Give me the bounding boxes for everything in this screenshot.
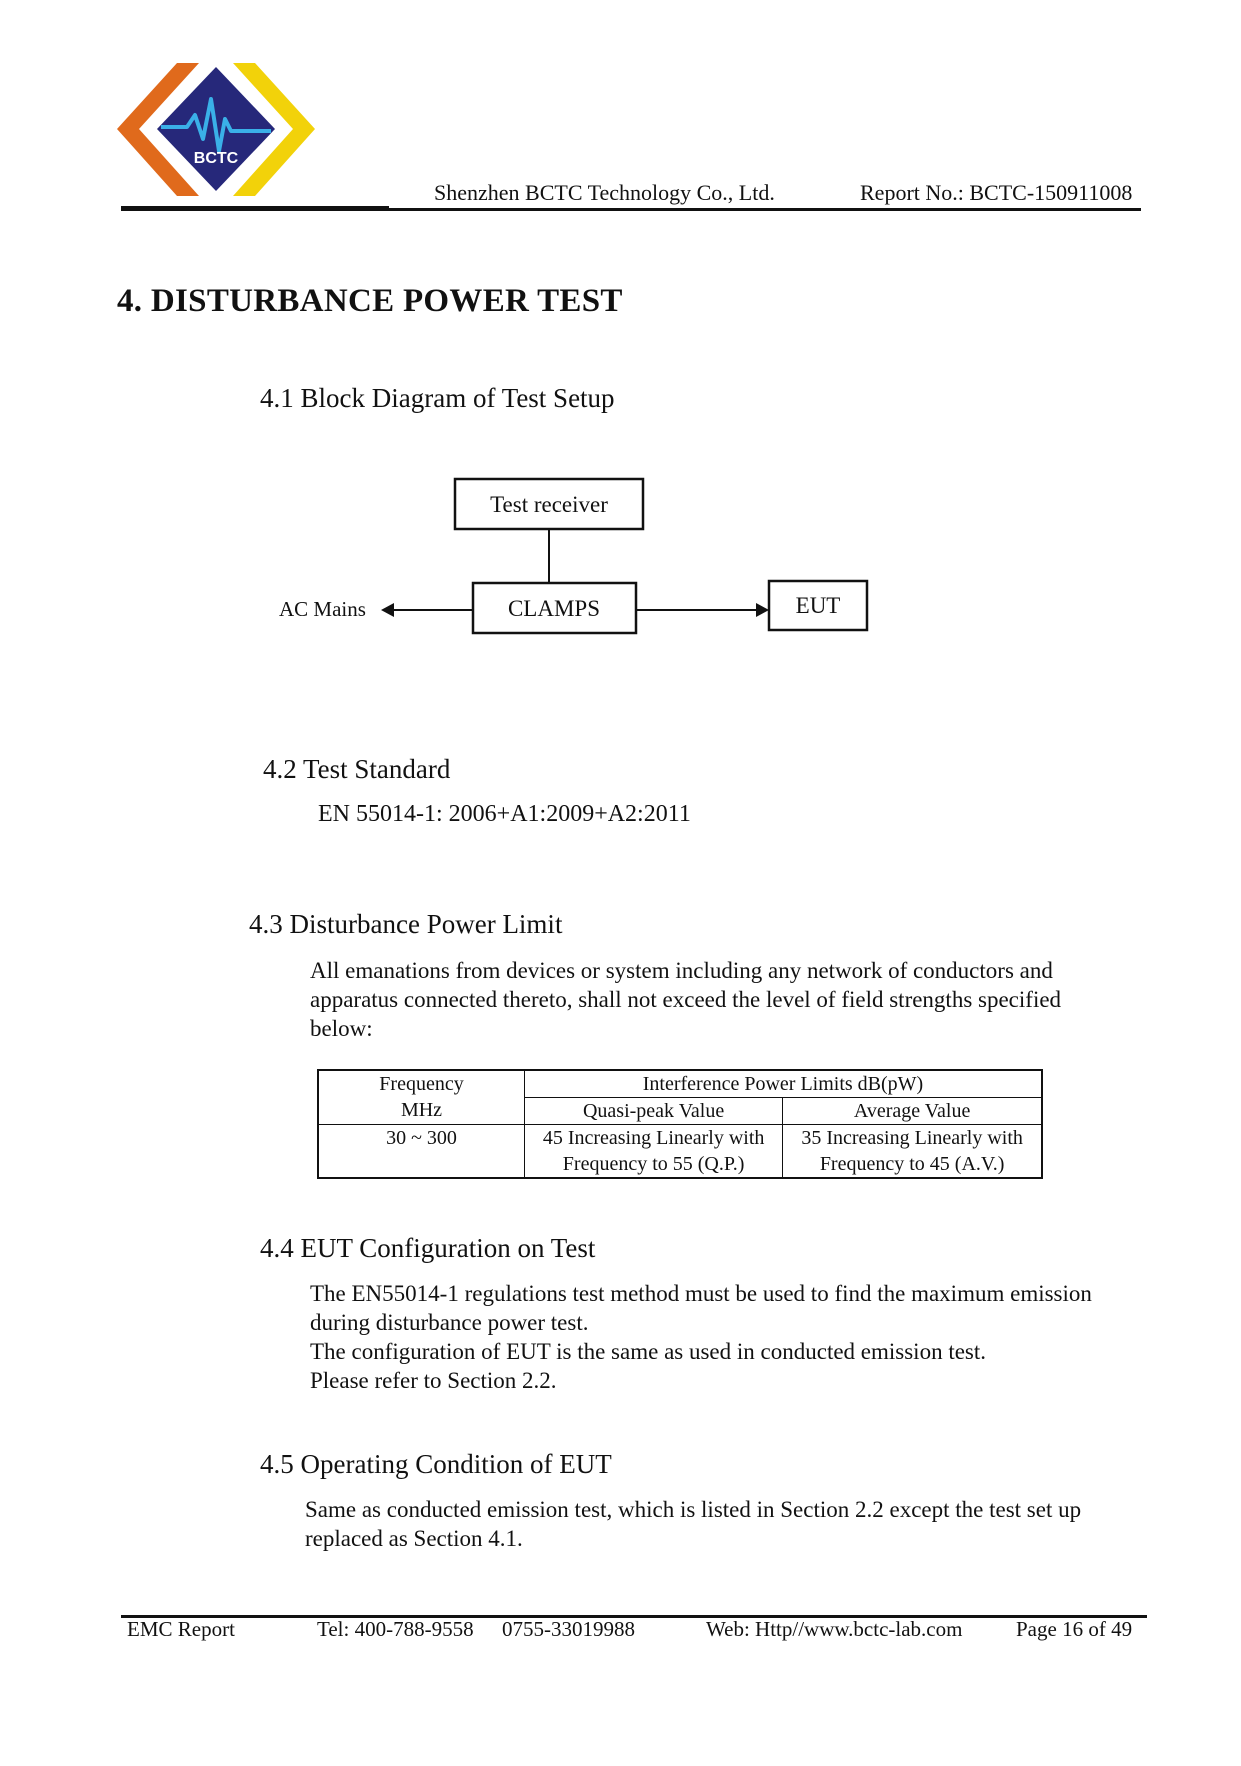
text-line: apparatus connected thereto, shall not exceed the level of field strengths specified [310, 987, 1062, 1012]
page-title: 4. DISTURBANCE POWER TEST [117, 283, 623, 319]
test-receiver-box [455, 479, 643, 529]
frequency-cell: 30 ~ 300 [318, 1125, 524, 1179]
section-4-4-text [310, 1279, 1092, 1395]
arrow-to-eut-icon [756, 603, 769, 617]
report-number: Report No.: BCTC-150911008 [860, 180, 1133, 205]
frequency-unit: MHz [400, 1099, 443, 1121]
text-line: Same as conducted emission test, which is listed in Section 2.2 except the test set up [305, 1497, 1082, 1522]
ac-mains-label: AC Mains [279, 597, 366, 621]
frequency-header: Frequency [379, 1073, 464, 1095]
quasi-peak-header: Quasi-peak Value [524, 1098, 782, 1125]
section-4-5-text [305, 1495, 1081, 1553]
frequency-header-cell [318, 1070, 524, 1125]
text-line: Please refer to Section 2.2. [310, 1368, 557, 1393]
limits-group-header: Interference Power Limits dB(pW) [524, 1070, 1042, 1098]
limits-table [317, 1069, 1043, 1179]
quasi-peak-line: 45 Increasing Linearly with [542, 1127, 765, 1149]
header-rule [121, 208, 1141, 211]
test-standard: EN 55014-1: 2006+A1:2009+A2:2011 [318, 801, 691, 827]
arrow-to-ac-mains-icon [381, 603, 394, 617]
quasi-peak-line: Frequency to 55 (Q.P.) [562, 1153, 745, 1175]
average-cell [783, 1125, 1042, 1179]
company-name: Shenzhen BCTC Technology Co., Ltd. [434, 180, 775, 205]
average-line: Frequency to 45 (A.V.) [819, 1153, 1005, 1175]
section-4-2-heading: 4.2 Test Standard [263, 754, 451, 784]
text-line: below: [310, 1016, 373, 1041]
eut-label: EUT [795, 593, 841, 618]
table-row [318, 1125, 1042, 1179]
footer-report-label: EMC Report [127, 1617, 235, 1641]
footer-web: Web: Http//www.bctc-lab.com [706, 1617, 963, 1641]
text-line: The EN55014-1 regulations test method must be used to find the maximum emission [310, 1281, 1092, 1306]
quasi-peak-cell [524, 1125, 782, 1179]
section-4-1-heading: 4.1 Block Diagram of Test Setup [260, 383, 615, 413]
section-4-3-heading: 4.3 Disturbance Power Limit [249, 909, 563, 939]
eut-box [769, 581, 867, 630]
footer-tel-2: 0755-33019988 [502, 1617, 635, 1641]
footer-page-number: Page 16 of 49 [1016, 1617, 1133, 1641]
section-4-4-heading: 4.4 EUT Configuration on Test [260, 1233, 596, 1263]
text-line: during disturbance power test. [310, 1310, 589, 1335]
bctc-logo [117, 63, 315, 196]
test-receiver-label: Test receiver [490, 492, 608, 517]
footer-tel: Tel: 400-788-9558 [317, 1617, 474, 1641]
section-4-3-text [310, 956, 1061, 1043]
clamps-label: CLAMPS [507, 596, 601, 621]
average-header: Average Value [783, 1098, 1042, 1125]
text-line: All emanations from devices or system including any network of conductors and [310, 958, 1053, 983]
text-line: The configuration of EUT is the same as used in conducted emission test. [310, 1339, 987, 1364]
section-4-5-heading: 4.5 Operating Condition of EUT [260, 1449, 612, 1479]
clamps-box [473, 583, 636, 633]
text-line: replaced as Section 4.1. [305, 1526, 523, 1551]
block-diagram [260, 470, 900, 640]
logo-text: BCTC [193, 150, 239, 167]
average-line: 35 Increasing Linearly with [801, 1127, 1023, 1149]
